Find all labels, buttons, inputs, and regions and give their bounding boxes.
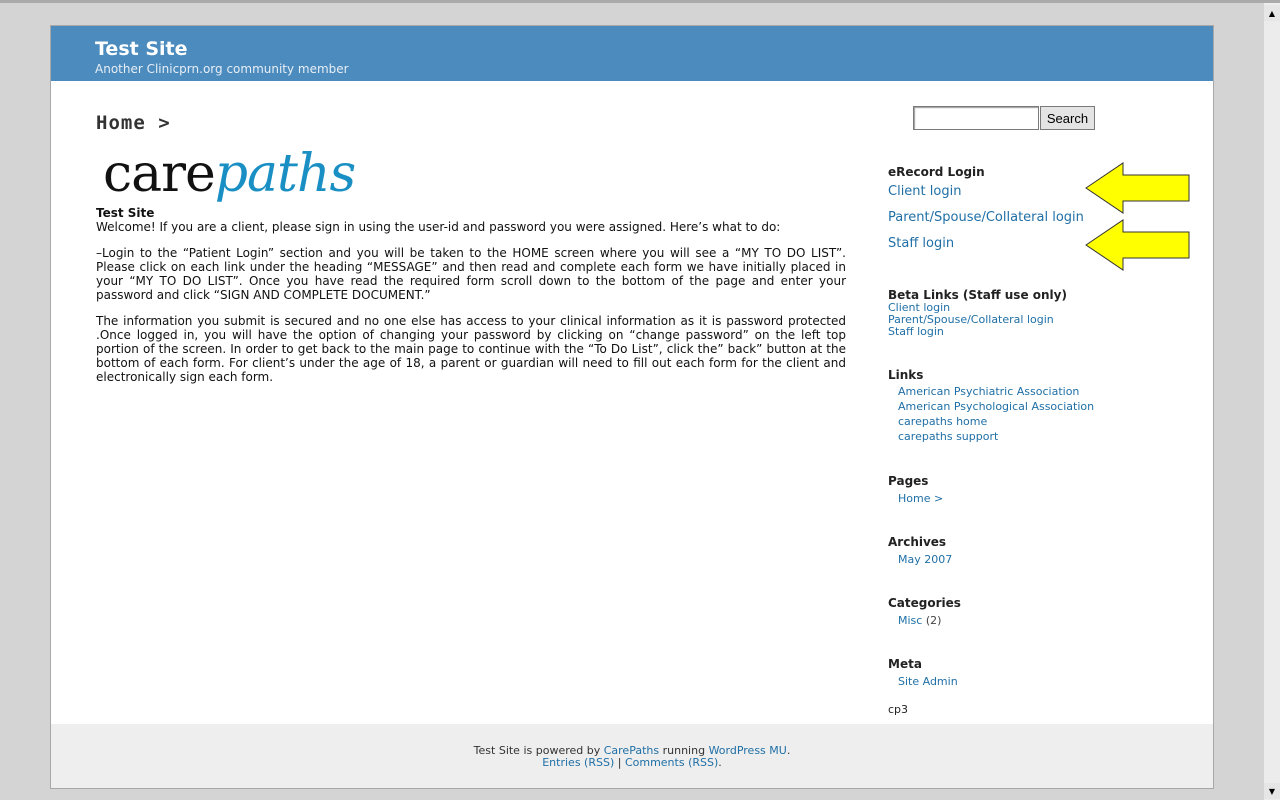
footer-powered-prefix: Test Site is powered by (473, 744, 601, 757)
erecord-staff-login-link[interactable]: Staff login (888, 236, 955, 251)
link-american-psychiatric[interactable]: American Psychiatric Association (898, 385, 1080, 398)
search-button[interactable]: Search (1040, 106, 1095, 130)
page-frame (50, 25, 1214, 789)
footer-entries-rss-link[interactable]: Entries (RSS) (542, 756, 615, 769)
footer-carepaths-link[interactable]: CarePaths (603, 744, 660, 757)
meta-widget (888, 657, 958, 689)
scroll-down-icon[interactable]: ▼ (1264, 783, 1280, 799)
yellow-arrow-icon (1085, 162, 1191, 214)
links-heading: Links (888, 368, 924, 382)
archive-link-may-2007[interactable]: May 2007 (898, 553, 953, 566)
pages-widget (888, 474, 943, 506)
category-link-misc[interactable]: Misc (898, 614, 923, 627)
logo-paths-text: paths (214, 144, 356, 204)
footer-end-period: . (718, 756, 722, 769)
beta-links-heading: Beta Links (Staff use only) (888, 288, 1067, 302)
post-paragraph-3: The information you submit is secured and no one else has access to your clinical information as it is password protected .Once logged in, you will have the option of changing your password by clicking on “change password” on the left top portion of the screen. In order to get back to the main page to continue with the “To Do List”, click the” back” button at the bottom of each form. For client’s under the age of 18, a parent or guardian will need to fill out each form for the client and electronically sign each form. (96, 314, 846, 384)
site-title[interactable]: Test Site (95, 38, 188, 60)
links-widget (888, 368, 1094, 444)
erecord-parent-login-link[interactable]: Parent/Spouse/Collateral login (888, 210, 1084, 225)
beta-parent-login-link[interactable]: Parent/Spouse/Collateral login (888, 313, 1054, 326)
post-content (96, 206, 846, 396)
post-paragraph-1: Welcome! If you are a client, please sign in using the user-id and password you were assigned. Here’s what to do: (96, 220, 781, 234)
category-count: (2) (925, 614, 942, 627)
beta-staff-login-link[interactable]: Staff login (888, 325, 944, 338)
category-item (888, 613, 961, 628)
erecord-login-heading: eRecord Login (888, 165, 985, 179)
vertical-scrollbar[interactable] (1264, 3, 1280, 800)
footer-rss-line (51, 756, 1213, 769)
post-paragraph-2: –Login to the “Patient Login” section and you will be taken to the HOME screen where you will see a “MY TO DO LIST”. Please click on each link under the heading “MESSAGE” and then read and complete each form we have initially placed in your “MY TO DO LIST”. Once you have read the required form scroll down to the bottom of the page and enter your password and click “SIGN AND COMPLETE DOCUMENT.” (96, 246, 846, 302)
erecord-login-widget (888, 165, 1084, 257)
archives-heading: Archives (888, 535, 947, 549)
pages-heading: Pages (888, 474, 929, 488)
post-title: Test Site (96, 206, 155, 220)
carepaths-logo (103, 144, 355, 204)
site-footer (51, 724, 1213, 788)
footer-running-text: running (662, 744, 706, 757)
meta-link-site-admin[interactable]: Site Admin (898, 675, 958, 688)
scroll-up-icon[interactable]: ▲ (1264, 5, 1280, 21)
archives-widget (888, 535, 952, 567)
sidebar-footer-note: cp3 (888, 703, 909, 716)
footer-period: . (786, 744, 791, 757)
meta-heading: Meta (888, 657, 922, 671)
search-input[interactable] (913, 106, 1039, 130)
page-link-home[interactable]: Home > (898, 492, 944, 505)
breadcrumb-home[interactable]: Home > (96, 112, 171, 134)
categories-widget (888, 596, 961, 628)
erecord-client-login-link[interactable]: Client login (888, 184, 962, 199)
link-carepaths-home[interactable]: carepaths home (898, 415, 988, 428)
footer-comments-rss-link[interactable]: Comments (RSS) (624, 756, 719, 769)
link-american-psychological[interactable]: American Psychological Association (898, 400, 1095, 413)
site-description: Another Clinicprn.org community member (95, 62, 349, 76)
footer-wpmu-link[interactable]: WordPress MU (708, 744, 787, 757)
browser-top-edge (0, 0, 1280, 3)
link-carepaths-support[interactable]: carepaths support (898, 430, 999, 443)
footer-separator: | (617, 756, 622, 769)
beta-client-login-link[interactable]: Client login (888, 301, 951, 314)
logo-care-text: care (103, 144, 215, 204)
yellow-arrow-icon (1085, 219, 1191, 271)
site-header (51, 26, 1213, 81)
categories-heading: Categories (888, 596, 961, 610)
beta-links-widget (888, 288, 1067, 338)
